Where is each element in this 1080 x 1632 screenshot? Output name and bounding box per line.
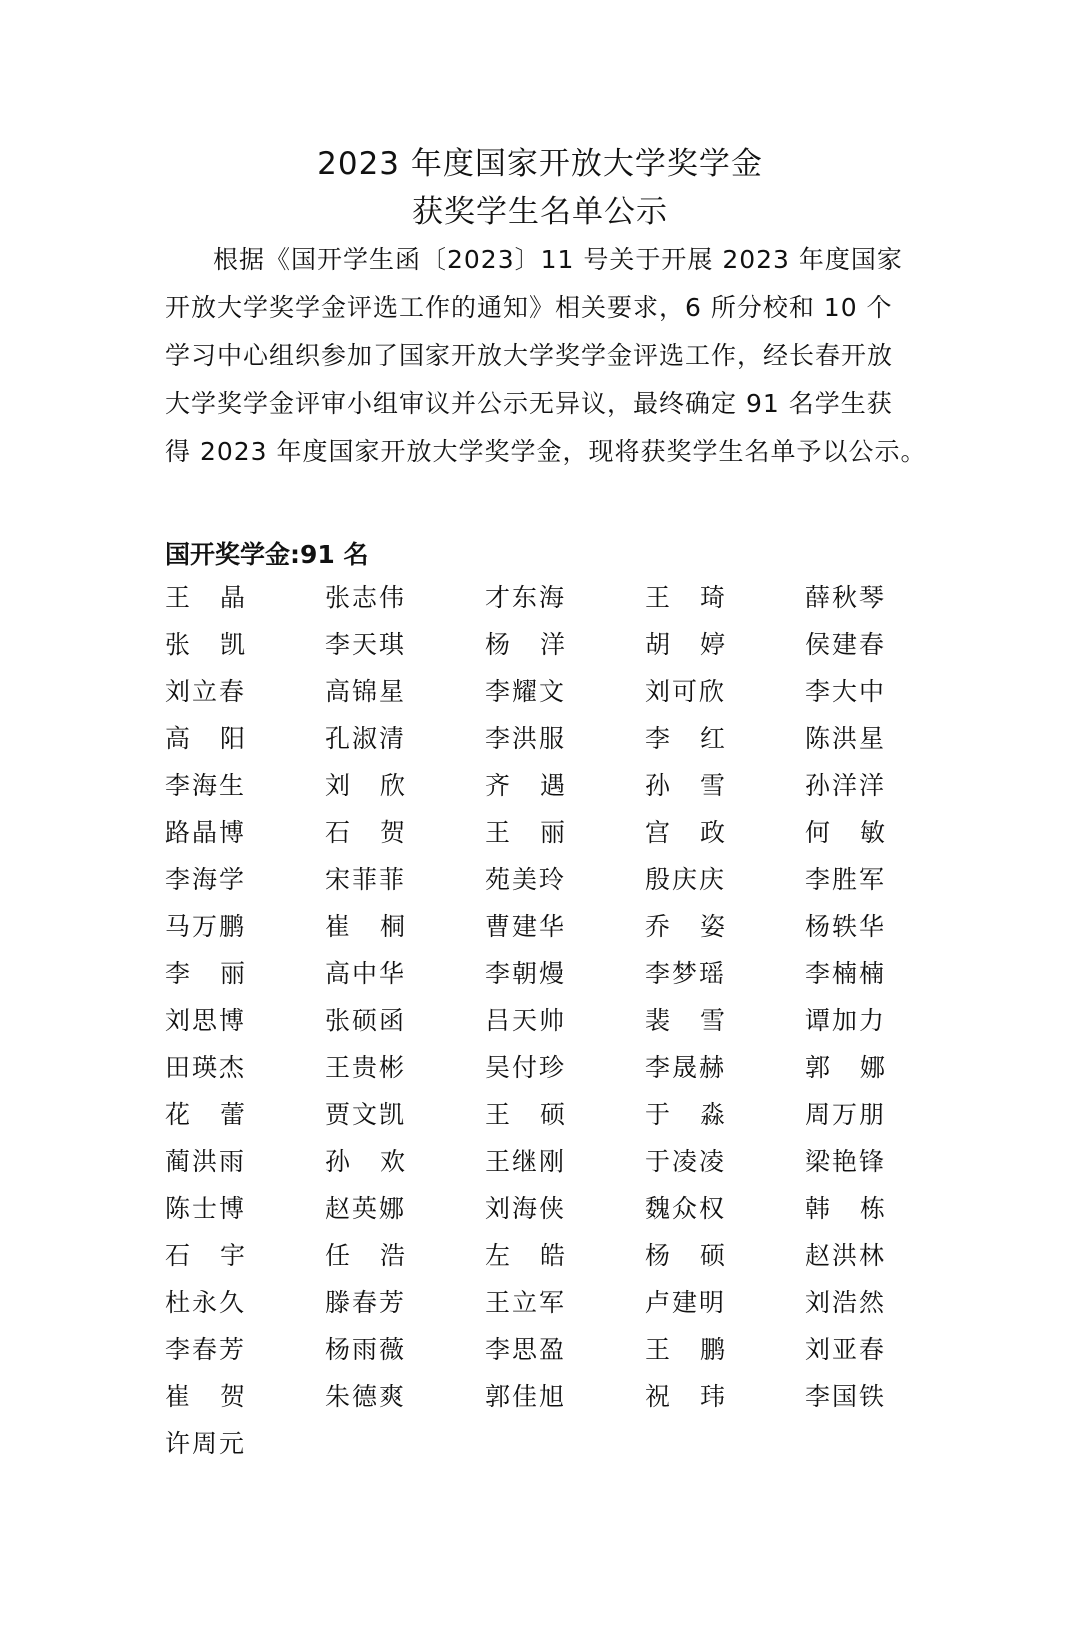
student-name: 李海生 — [165, 771, 247, 800]
student-name: 宫 政 — [645, 818, 725, 847]
student-name: 王 硕 — [485, 1100, 565, 1129]
student-name: 李胜军 — [805, 865, 887, 894]
student-name: 宋菲菲 — [325, 865, 407, 894]
student-name: 左 皓 — [485, 1241, 565, 1270]
student-name: 朱德爽 — [325, 1382, 407, 1411]
student-name: 石 宇 — [165, 1241, 245, 1270]
student-name: 刘立春 — [165, 677, 247, 706]
student-name: 苑美玲 — [485, 865, 567, 894]
paragraph-line: 得 2023 年度国家开放大学奖学金，现将获奖学生名单予以公示。 — [165, 437, 927, 466]
student-name: 张志伟 — [325, 583, 407, 612]
student-name: 陈洪星 — [805, 724, 887, 753]
student-name: 谭加力 — [805, 1006, 887, 1035]
student-name: 裴 雪 — [645, 1006, 725, 1035]
student-name: 王继刚 — [485, 1147, 567, 1176]
student-name: 张 凯 — [165, 630, 245, 659]
student-name: 孙 欢 — [325, 1147, 405, 1176]
student-name: 郭 娜 — [805, 1053, 885, 1082]
student-name: 胡 婷 — [645, 630, 725, 659]
student-name: 孔淑清 — [325, 724, 407, 753]
student-name: 李梦瑶 — [645, 959, 727, 988]
paragraph-line: 根据《国开学生函〔2023〕11 号关于开展 2023 年度国家 — [213, 245, 903, 274]
paragraph-line: 学习中心组织参加了国家开放大学奖学金评选工作，经长春开放 — [165, 341, 894, 370]
student-name: 蔺洪雨 — [165, 1147, 247, 1176]
student-name: 李大中 — [805, 677, 887, 706]
student-name: 李海学 — [165, 865, 247, 894]
title-line-1: 2023 年度国家开放大学奖学金 — [317, 146, 763, 182]
student-name: 卢建明 — [645, 1288, 727, 1317]
student-name: 李天琪 — [325, 630, 407, 659]
student-name: 高中华 — [325, 959, 407, 988]
student-name: 崔 贺 — [165, 1382, 245, 1411]
student-name: 齐 遇 — [485, 771, 565, 800]
student-name: 曹建华 — [485, 912, 567, 941]
student-name: 刘 欣 — [325, 771, 405, 800]
student-name: 高 阳 — [165, 724, 245, 753]
student-name: 吴付珍 — [485, 1053, 567, 1082]
student-name: 李楠楠 — [805, 959, 887, 988]
student-name: 李 红 — [645, 724, 725, 753]
student-name: 路晶博 — [165, 818, 247, 847]
student-name: 孙 雪 — [645, 771, 725, 800]
student-name: 祝 玮 — [645, 1382, 725, 1411]
student-name: 刘海侠 — [485, 1194, 567, 1223]
student-name: 杨 硕 — [645, 1241, 725, 1270]
student-name: 杨雨薇 — [325, 1335, 407, 1364]
student-name: 任 浩 — [325, 1241, 405, 1270]
student-name: 陈士博 — [165, 1194, 247, 1223]
student-name: 贾文凯 — [325, 1100, 407, 1129]
student-name: 乔 姿 — [645, 912, 725, 941]
student-name: 才东海 — [485, 583, 567, 612]
student-name: 田瑛杰 — [165, 1053, 247, 1082]
student-name: 杨 洋 — [485, 630, 565, 659]
student-name: 杨轶华 — [805, 912, 887, 941]
student-name: 赵洪林 — [805, 1241, 887, 1270]
student-name: 何 敏 — [805, 818, 885, 847]
student-name: 于凌凌 — [645, 1147, 727, 1176]
student-name: 周万朋 — [805, 1100, 887, 1129]
student-name: 李 丽 — [165, 959, 245, 988]
student-name: 王 鹏 — [645, 1335, 725, 1364]
student-name: 魏众权 — [645, 1194, 727, 1223]
student-name: 王贵彬 — [325, 1053, 407, 1082]
student-name: 刘亚春 — [805, 1335, 887, 1364]
student-name: 李思盈 — [485, 1335, 567, 1364]
student-name: 李洪服 — [485, 724, 567, 753]
student-name: 高锦星 — [325, 677, 407, 706]
student-name: 李晟赫 — [645, 1053, 727, 1082]
title-line-2: 获奖学生名单公示 — [412, 194, 668, 230]
student-name: 孙洋洋 — [805, 771, 887, 800]
student-name: 王 琦 — [645, 583, 725, 612]
student-name: 吕天帅 — [485, 1006, 567, 1035]
student-name: 王 晶 — [165, 583, 245, 612]
student-name: 张硕函 — [325, 1006, 407, 1035]
student-name: 李朝熳 — [485, 959, 567, 988]
student-name: 郭佳旭 — [485, 1382, 567, 1411]
student-name: 许周元 — [165, 1429, 247, 1458]
student-name: 于 淼 — [645, 1100, 725, 1129]
student-name: 薛秋琴 — [805, 583, 887, 612]
student-name: 王立军 — [485, 1288, 567, 1317]
student-name: 滕春芳 — [325, 1288, 407, 1317]
student-name: 马万鹏 — [165, 912, 247, 941]
student-name: 杜永久 — [165, 1288, 247, 1317]
student-name: 刘思博 — [165, 1006, 247, 1035]
student-name: 赵英娜 — [325, 1194, 407, 1223]
student-name: 王 丽 — [485, 818, 565, 847]
student-name: 刘可欣 — [645, 677, 727, 706]
student-name: 李国铁 — [805, 1382, 887, 1411]
student-name: 刘浩然 — [805, 1288, 887, 1317]
paragraph-line: 开放大学奖学金评选工作的通知》相关要求，6 所分校和 10 个 — [165, 293, 893, 322]
student-name: 崔 桐 — [325, 912, 405, 941]
student-name: 李春芳 — [165, 1335, 247, 1364]
student-name: 花 蕾 — [165, 1100, 245, 1129]
student-name: 梁艳锋 — [805, 1147, 887, 1176]
student-name: 殷庆庆 — [645, 865, 727, 894]
student-name: 石 贺 — [325, 818, 405, 847]
student-name: 李耀文 — [485, 677, 567, 706]
student-name: 侯建春 — [805, 630, 887, 659]
paragraph-line: 大学奖学金评审小组审议并公示无异议，最终确定 91 名学生获 — [165, 389, 893, 418]
student-name: 韩 栋 — [805, 1194, 885, 1223]
list-heading: 国开奖学金:91 名 — [165, 540, 369, 569]
